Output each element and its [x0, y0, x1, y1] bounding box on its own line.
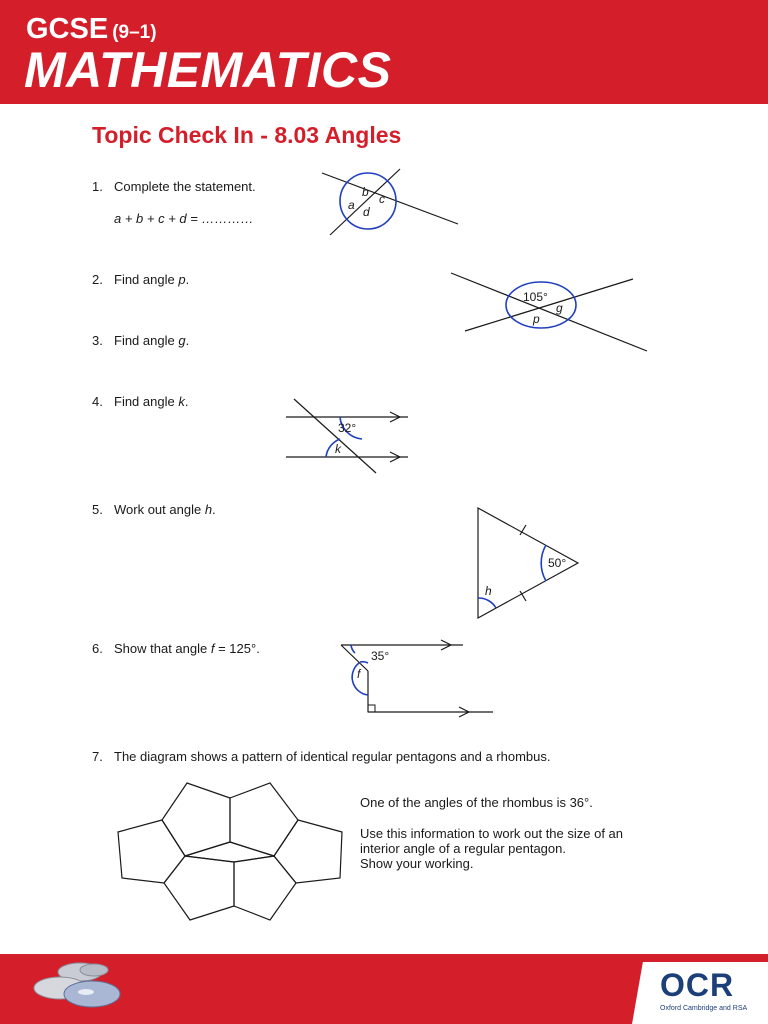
- angle-105-label: 105°: [523, 290, 548, 304]
- q7-info-2: Use this information to work out the size of an: [360, 826, 624, 841]
- figure-parallel-lines-35: [335, 635, 500, 720]
- ocr-tagline: Oxford Cambridge and RSA: [660, 1005, 748, 1012]
- question-variable: k: [178, 394, 185, 409]
- q7-info-3: interior angle of a regular pentagon.: [360, 841, 566, 856]
- label-a: a: [348, 198, 355, 212]
- question-variable: g: [178, 333, 186, 348]
- question-text-end: .: [185, 333, 190, 348]
- angle-arc-h: [478, 598, 496, 608]
- question-4: [92, 394, 188, 410]
- figure-pentagon-pattern: [110, 778, 360, 928]
- question-7: [92, 749, 550, 765]
- question-text: Find angle: [114, 394, 179, 409]
- q7-info-1: One of the angles of the rhombus is 36°.: [360, 795, 593, 810]
- figure-intersecting-lines-abcd: [310, 165, 470, 245]
- question-number: 4.: [92, 394, 103, 409]
- line: [465, 279, 633, 331]
- grades-label: (9–1): [112, 22, 157, 43]
- question-text: Find angle: [114, 272, 179, 287]
- pentagon: [164, 856, 234, 920]
- question-number: 1.: [92, 179, 103, 194]
- line: [322, 173, 458, 224]
- rhombus: [185, 842, 274, 862]
- question-variable: h: [204, 502, 213, 517]
- question-variable: f: [210, 641, 215, 656]
- right-angle-marker: [368, 705, 375, 712]
- label-k: k: [335, 442, 341, 456]
- question-text: Complete the statement.: [114, 179, 256, 194]
- question-text-end: .: [184, 394, 189, 409]
- pentagon: [118, 820, 185, 883]
- label-g: g: [556, 301, 563, 315]
- question-text-end: .: [185, 272, 190, 287]
- question-3: [92, 333, 189, 349]
- question-1: [92, 179, 256, 195]
- question-text-end: = 125°.: [214, 641, 260, 656]
- angle-32-label: 32°: [338, 421, 357, 435]
- angle-arc-35: [360, 662, 368, 663]
- label-p: p: [533, 312, 540, 326]
- question-number: 3.: [92, 333, 103, 348]
- pin-badges-image: [30, 958, 140, 1022]
- question-text: The diagram shows a pattern of identical regular pentagons and a rhombus.: [114, 749, 551, 764]
- label-h: h: [485, 584, 492, 598]
- subject-heading: MATHEMATICS: [24, 42, 392, 98]
- question-text: Work out angle: [114, 502, 205, 517]
- angle-arc-small: [351, 645, 355, 653]
- angle-50-label: 50°: [548, 556, 567, 570]
- transversal: [294, 399, 376, 473]
- figure-isosceles-triangle: [470, 500, 585, 622]
- question-variable: p: [178, 272, 186, 287]
- pentagon: [234, 856, 296, 920]
- badge: [64, 981, 120, 1007]
- question-5: [92, 502, 216, 518]
- question-1-statement: a + b + c + d = …………: [114, 211, 254, 226]
- angle-arc-50: [541, 545, 546, 581]
- figure-parallel-lines-32: [280, 395, 415, 475]
- figure-intersecting-lines-105: [445, 265, 655, 360]
- question-text: Find angle: [114, 333, 179, 348]
- label-f: f: [357, 667, 361, 681]
- question-number: 6.: [92, 641, 103, 656]
- question-number: 5.: [92, 502, 103, 517]
- label-c: c: [379, 192, 385, 206]
- label-b: b: [362, 185, 369, 199]
- line: [451, 273, 647, 351]
- badge: [80, 964, 108, 976]
- page-title: Topic Check In - 8.03 Angles: [92, 122, 402, 148]
- ocr-logo: OCR: [660, 967, 735, 1003]
- label-d: d: [363, 205, 370, 219]
- question-text-end: .: [212, 502, 216, 517]
- question-text: Show that angle: [114, 641, 211, 656]
- angle-arcs: [506, 282, 576, 328]
- q7-info-4: Show your working.: [360, 856, 474, 871]
- question-6: [92, 641, 260, 657]
- badge-highlight: [78, 989, 94, 995]
- gcse-label: GCSE: [26, 13, 109, 45]
- question-number: 2.: [92, 272, 103, 287]
- angle-35-label: 35°: [371, 649, 390, 663]
- question-2: [92, 272, 189, 288]
- question-number: 7.: [92, 749, 103, 764]
- pentagon: [274, 820, 342, 883]
